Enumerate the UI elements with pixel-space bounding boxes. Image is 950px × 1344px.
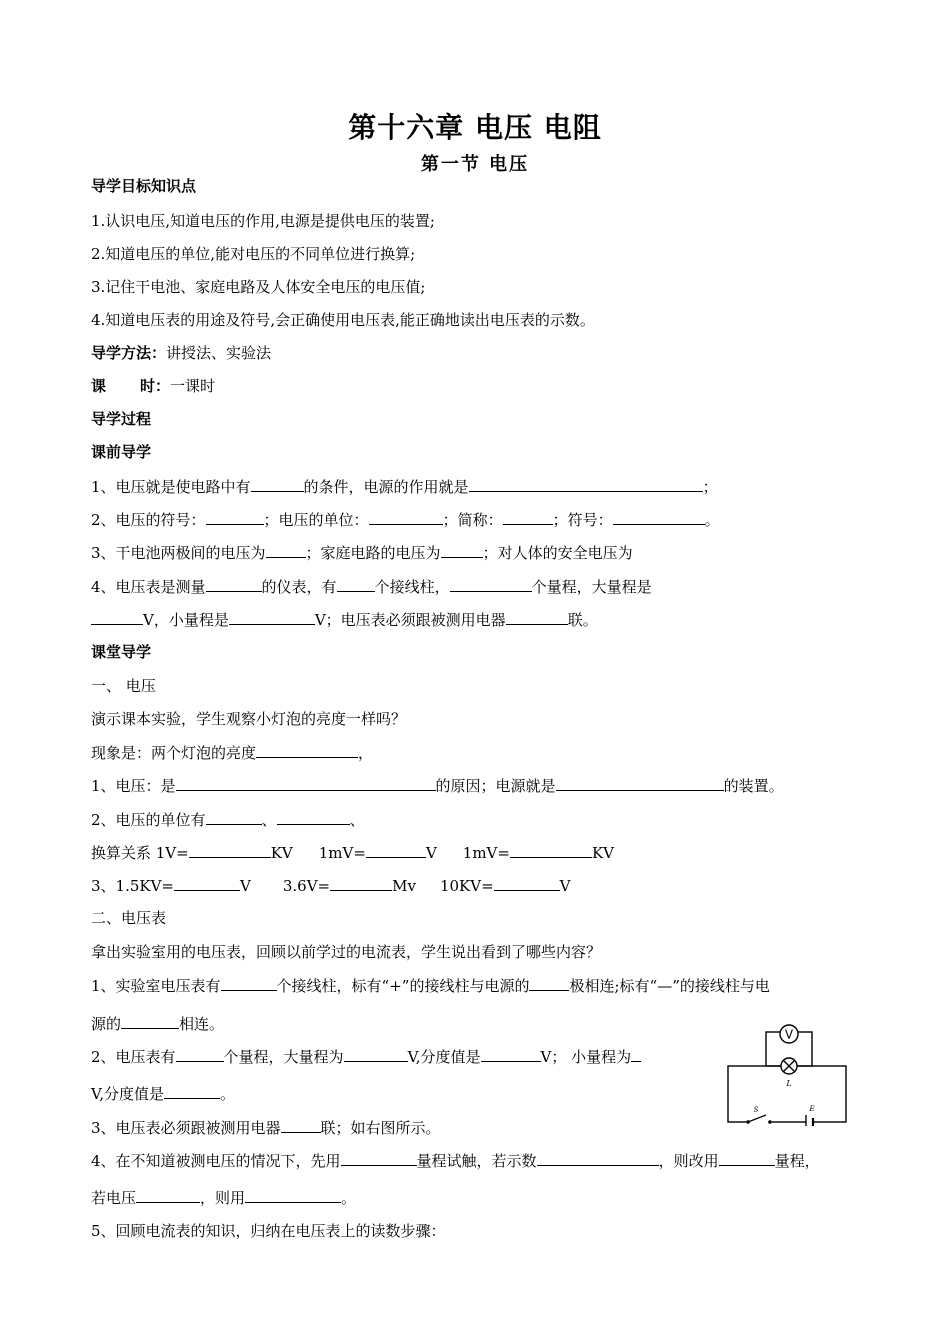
objective-item: 2.知道电压的单位,能对电压的不同单位进行换算; (91, 245, 416, 263)
answer-blank[interactable] (506, 609, 568, 625)
answer-blank[interactable] (136, 1187, 200, 1203)
process-heading: 导学过程 (91, 410, 152, 428)
meter-question-4: 4、在不知道被测电压的情况下，先用 量程试触，若示数 ，则改用 量程， (91, 1152, 820, 1170)
answer-blank[interactable] (369, 509, 443, 525)
answer-blank[interactable] (537, 1150, 659, 1166)
demo-text: 演示课本实验，学生观察小灯泡的亮度一样吗？ (91, 710, 407, 728)
meter-question-3: 3、电压表必须跟被测用电器 联；如右图所示。 (91, 1119, 441, 1137)
answer-blank[interactable] (529, 975, 569, 991)
meter-question-1: 1、实验室电压表有 个接线柱，标有“+”的接线柱与电源的 极相连;标有“—”的接线柱与电 (91, 977, 770, 995)
objective-item: 1.认识电压,知道电压的作用,电源是提供电压的装置; (91, 212, 435, 230)
answer-blank[interactable] (206, 576, 262, 592)
pre-question-2: 2、电压的符号： ；电压的单位： ；简称： ；符号： 。 (91, 511, 720, 529)
answer-blank[interactable] (91, 609, 143, 625)
intro-text: 拿出实验室用的电压表，回顾以前学过的电流表，学生说出看到了哪些内容？ (91, 943, 602, 961)
pre-question-4-cont: V，小量程是 V；电压表必须跟被测用电器 联。 (91, 609, 598, 630)
answer-blank[interactable] (164, 1083, 220, 1099)
class-question-1: 1、电压：是 的原因；电源就是 的装置。 (91, 777, 784, 795)
answer-blank[interactable] (613, 509, 705, 525)
answer-blank[interactable] (481, 1046, 541, 1062)
answer-blank[interactable] (221, 975, 277, 991)
method-value: 讲授法、实验法 (166, 344, 272, 362)
method-label: 导学方法： (91, 344, 167, 362)
answer-blank[interactable] (277, 809, 350, 825)
answer-blank[interactable] (330, 875, 392, 891)
class-question-2: 2、电压的单位有 、 、 (91, 811, 365, 829)
circuit-diagram (726, 1022, 850, 1126)
meter-question-2-cont: V,分度值是 。 (91, 1085, 235, 1103)
answer-blank[interactable] (337, 576, 375, 592)
objective-item: 3.记住干电池、家庭电路及人体安全电压的电压值; (91, 278, 426, 296)
meter-question-5: 5、回顾电流表的知识，归纳在电压表上的读数步骤： (91, 1222, 446, 1240)
conversion-line: 换算关系 1V= KV 1mV= V 1mV= KV (91, 844, 614, 862)
lamp-label: L (786, 1079, 792, 1088)
section-voltage: 一、 电压 (91, 677, 156, 695)
answer-blank[interactable] (281, 1117, 321, 1133)
answer-blank[interactable] (206, 809, 262, 825)
answer-blank[interactable] (450, 576, 532, 592)
answer-blank[interactable] (245, 1187, 341, 1203)
pre-question-3: 3、干电池两极间的电压为 ；家庭电路的电压为 ；对人体的安全电压为 (91, 544, 633, 562)
answer-blank[interactable] (556, 775, 724, 791)
answer-blank[interactable] (229, 609, 315, 625)
pre-question-4: 4、电压表是测量 的仪表，有 个接线柱， 个量程，大量程是 (91, 578, 652, 596)
answer-blank[interactable] (510, 842, 592, 858)
period-label-2: 时： (140, 377, 171, 395)
answer-blank[interactable] (503, 509, 553, 525)
objectives-heading: 导学目标知识点 (91, 177, 197, 195)
answer-blank[interactable] (441, 542, 483, 558)
period-label-1: 课 (91, 377, 107, 395)
chapter-title: 第十六章 电压 电阻 (348, 111, 602, 144)
section-voltmeter: 二、电压表 (91, 909, 167, 927)
answer-blank[interactable] (121, 1013, 179, 1029)
meter-question-1-cont: 源的 相连。 (91, 1015, 225, 1033)
switch-label: S (753, 1106, 759, 1114)
source-label: E (809, 1105, 815, 1113)
answer-blank[interactable] (344, 1046, 408, 1062)
answer-blank[interactable] (174, 875, 240, 891)
phenomenon-line: 现象是：两个灯泡的亮度 ， (91, 744, 374, 762)
answer-blank[interactable] (719, 1150, 775, 1166)
period-line (91, 376, 215, 396)
section-title: 第一节 电压 (420, 154, 530, 175)
answer-blank[interactable] (176, 775, 436, 791)
voltmeter-label: V (784, 1027, 794, 1042)
answer-blank[interactable] (631, 1046, 641, 1062)
method-line (91, 343, 271, 363)
answer-blank[interactable] (341, 1150, 417, 1166)
answer-blank[interactable] (366, 842, 426, 858)
pre-class-heading: 课前导学 (91, 443, 152, 461)
answer-blank[interactable] (189, 842, 271, 858)
class-question-3: 3、1.5KV= V 3.6V= Mv 10KV= V (91, 877, 571, 895)
answer-blank[interactable] (251, 476, 304, 492)
meter-question-4-cont: 若电压 ，则用 。 (91, 1189, 357, 1207)
answer-blank[interactable] (266, 542, 306, 558)
period-value: 一课时 (170, 377, 216, 395)
answer-blank[interactable] (469, 476, 703, 492)
answer-blank[interactable] (206, 509, 264, 525)
answer-blank[interactable] (494, 875, 560, 891)
answer-blank[interactable] (176, 1046, 224, 1062)
in-class-heading: 课堂导学 (91, 643, 152, 661)
meter-question-2: 2、电压表有 个量程，大量程为 V,分度值是 V； 小量程为 (91, 1046, 641, 1067)
objective-item: 4.知道电压表的用途及符号,会正确使用电压表,能正确地读出电压表的示数。 (91, 311, 595, 329)
pre-question-1: 1、电压就是使电路中有 的条件，电源的作用就是 ； (91, 478, 718, 496)
answer-blank[interactable] (256, 742, 358, 758)
